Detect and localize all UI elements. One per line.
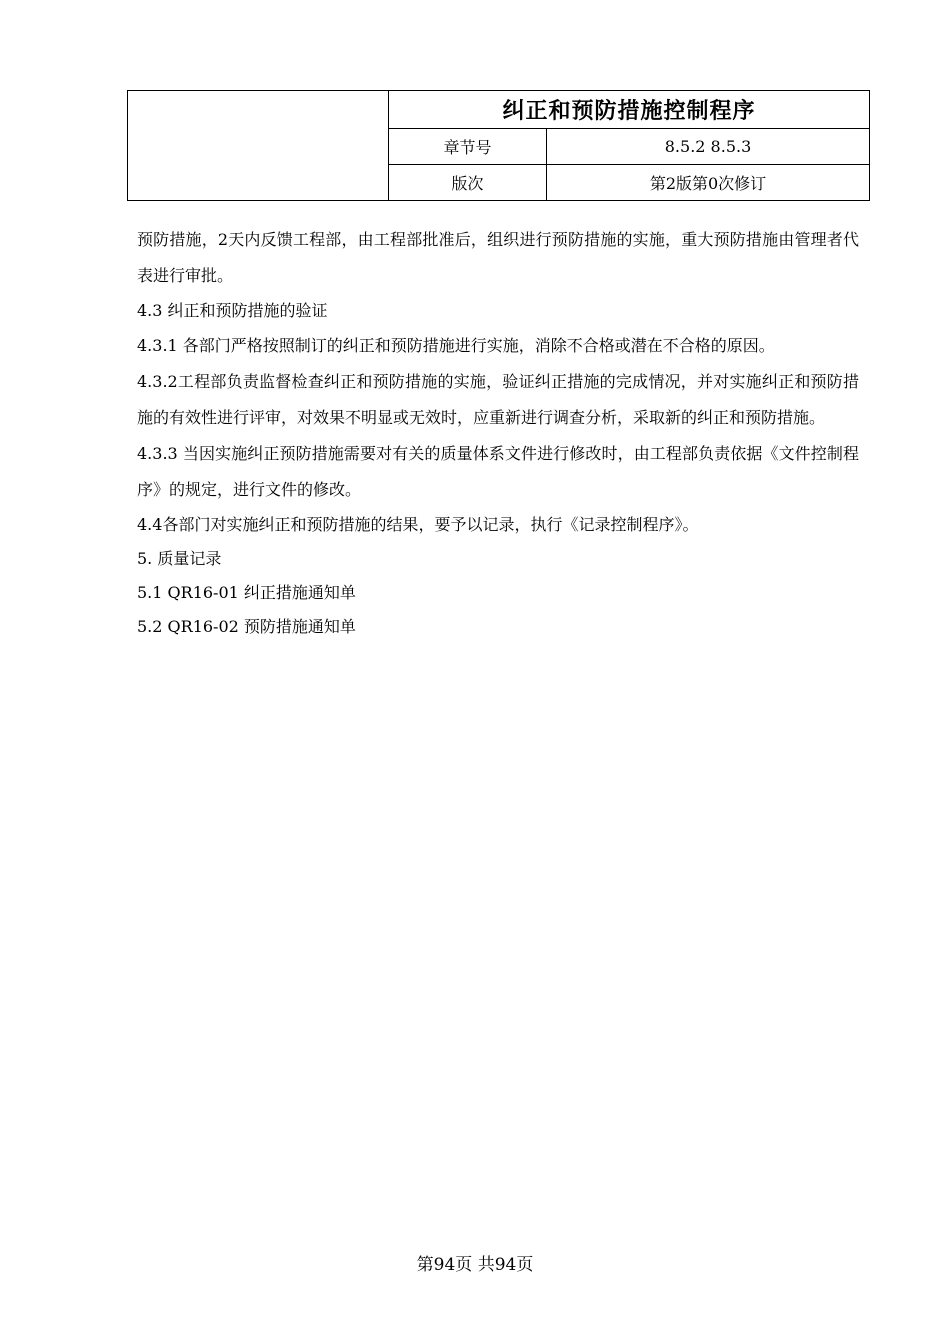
section-number-label: 章节号: [389, 129, 547, 165]
document-header-table: [127, 90, 870, 201]
paragraph-4-3-2: 4.3.2工程部负责监督检查纠正和预防措施的实施，验证纠正措施的完成情况，并对实施纠正和预防措施的有效性进行评审，对效果不明显或无效时，应重新进行调查分析，采取新的纠正和预防措施。: [137, 372, 859, 427]
document-body: [137, 222, 859, 644]
record-item-qr16-02: 5.2 QR16-02 预防措施通知单: [137, 617, 356, 636]
paragraph-4-3-3: 4.3.3 当因实施纠正预防措施需要对有关的质量体系文件进行修改时，由工程部负责依据《文件控制程序》的规定，进行文件的修改。: [137, 444, 859, 499]
paragraph-4-3-1: 4.3.1 各部门严格按照制订的纠正和预防措施进行实施，消除不合格或潜在不合格的原因。: [137, 336, 775, 355]
paragraph-4-4: 4.4各部门对实施纠正和预防措施的结果，要予以记录，执行《记录控制程序》。: [137, 515, 699, 534]
edition-label: 版次: [389, 165, 547, 201]
edition-value: 第2版第0次修订: [547, 165, 870, 201]
section-number-value: 8.5.2 8.5.3: [547, 129, 870, 165]
logo-cell: [128, 91, 389, 201]
document-title: 纠正和预防措施控制程序: [389, 91, 870, 129]
page-number-footer: 第94页 共94页: [416, 1255, 534, 1275]
paragraph-preventive-continuation: 预防措施，2天内反馈工程部，由工程部批准后，组织进行预防措施的实施，重大预防措施由管理者代表进行审批。: [137, 230, 859, 285]
heading-5-quality-records: 5. 质量记录: [137, 549, 222, 568]
heading-4-3: 4.3 纠正和预防措施的验证: [137, 301, 328, 320]
record-item-qr16-01: 5.1 QR16-01 纠正措施通知单: [137, 583, 356, 602]
